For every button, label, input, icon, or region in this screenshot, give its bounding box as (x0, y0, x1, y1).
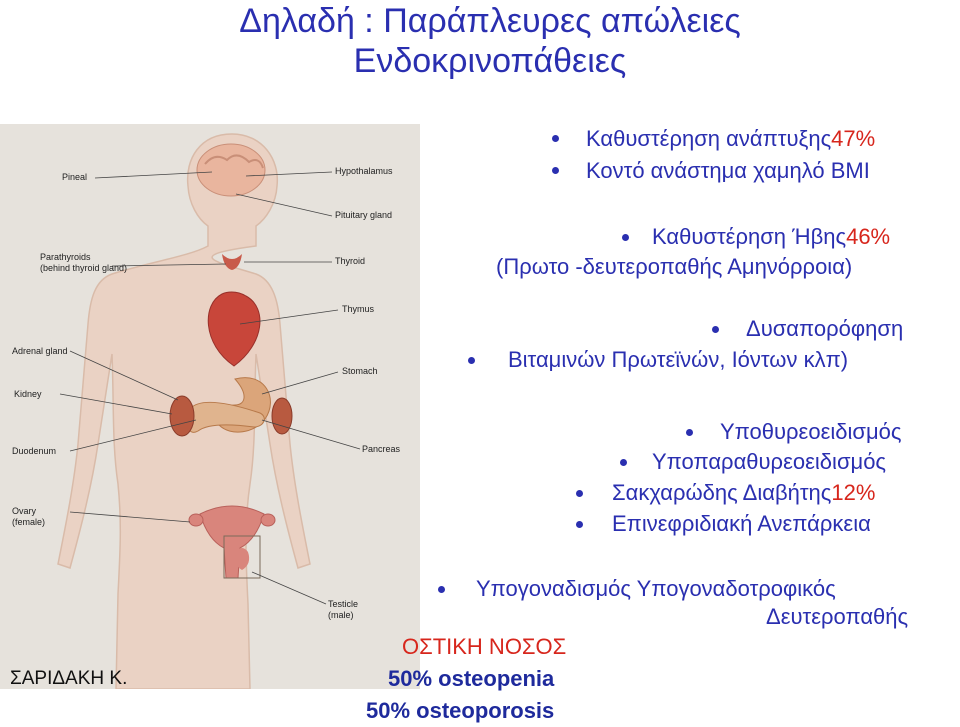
bone-disease-title: ΟΣΤΙΚΗ ΝΟΣΟΣ (402, 634, 567, 659)
bullet-dot (438, 586, 445, 593)
bullet-dot (576, 521, 583, 528)
bullet-dot (620, 459, 627, 466)
label-pituitary: Pituitary gland (335, 210, 393, 220)
item-malabsorption: Δυσαπορόφηση (746, 316, 904, 341)
bullet-dot (552, 135, 559, 142)
bullet-dot (552, 167, 559, 174)
osteopenia-line: 50% osteopenia (388, 666, 555, 691)
item-diabetes: Σακχαρώδης Διαβήτης12% (612, 480, 876, 505)
label-adrenal: Adrenal gland (12, 346, 68, 356)
label-thymus: Thymus (342, 304, 375, 314)
bullet-dot (686, 429, 693, 436)
bullet-dot (712, 326, 719, 333)
label-parathyroids: Parathyroids (40, 252, 91, 262)
label-ovary-note: (female) (12, 517, 46, 527)
slide-title-line2: Ενδοκρινοπάθειες (353, 42, 627, 80)
author-name: ΣΑΡΙΔΑΚΗ Κ. (10, 668, 128, 689)
slide-title-line1: Δηλαδή : Παράπλευρες απώλειες (239, 2, 741, 40)
label-testicle-note: (male) (328, 610, 354, 620)
item-secondary: Δευτεροπαθής (766, 604, 909, 629)
label-pancreas: Pancreas (362, 444, 401, 454)
label-ovary: Ovary (12, 506, 37, 516)
osteoporosis-line: 50% osteoporosis (366, 698, 555, 723)
item-hypothyroidism: Υποθυρεοειδισμός (720, 419, 902, 444)
bullet-dot (622, 234, 629, 241)
item-growth-delay: Καθυστέρηση ανάπτυξης47% (586, 126, 876, 151)
label-parathyroids-note: (behind thyroid gland) (40, 263, 128, 273)
label-testicle: Testicle (328, 599, 359, 609)
bullet-dot (576, 490, 583, 497)
label-stomach: Stomach (342, 366, 378, 376)
item-short-stature: Κοντό ανάστημα χαμηλό BMI (586, 158, 870, 183)
item-puberty-delay: Καθυστέρηση Ήβης46% (652, 224, 891, 249)
label-hypothalamus: Hypothalamus (335, 166, 393, 176)
item-hypoparathyroidism: Υποπαραθυρεοειδισμός (652, 449, 887, 474)
item-hypogonadism: Υπογοναδισμός Υπογοναδοτροφικός (476, 576, 836, 601)
label-thyroid: Thyroid (335, 256, 366, 266)
endocrine-anatomy-figure (0, 124, 420, 689)
item-amenorrhea: (Πρωτο -δευτεροπαθής Αμηνόρροια) (496, 254, 853, 279)
label-pineal: Pineal (62, 172, 88, 182)
label-kidney: Kidney (14, 389, 42, 399)
item-malabsorption-detail: Βιταμινών Πρωτεϊνών, Ιόντων κλπ) (508, 347, 849, 372)
bullet-dot (468, 357, 475, 364)
label-duodenum: Duodenum (12, 446, 57, 456)
item-adrenal-insufficiency: Επινεφριδιακή Ανεπάρκεια (612, 511, 871, 536)
